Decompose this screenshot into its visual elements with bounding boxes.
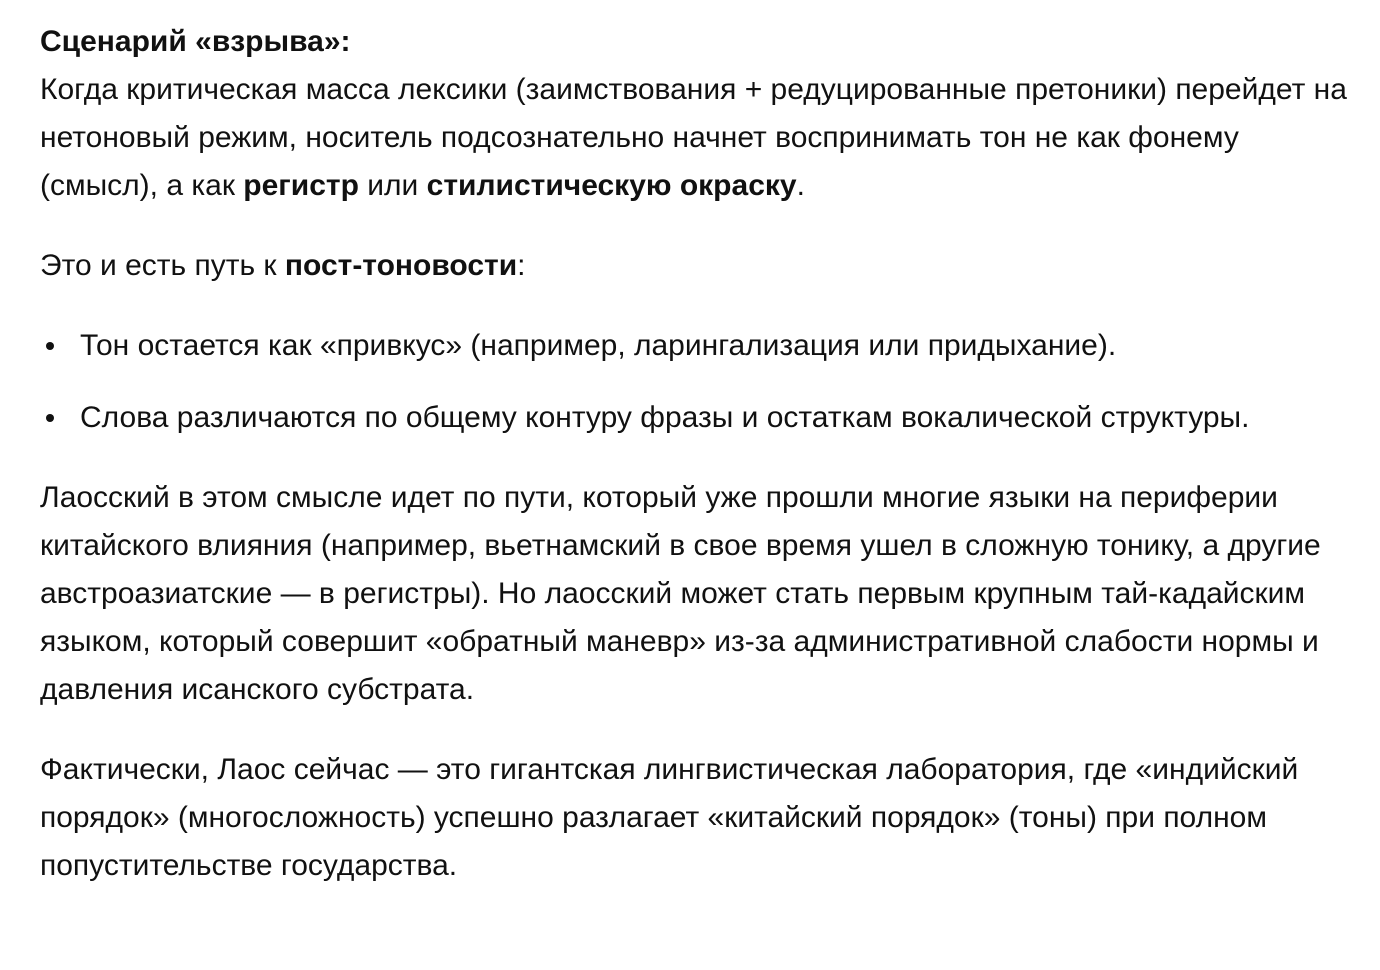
scenario-text-3: .: [796, 169, 805, 202]
list-item-text: Слова различаются по общему контуру фразы и остаткам вокалической структуры.: [80, 401, 1250, 434]
scenario-bold-stylistic: стилистическую окраску: [426, 169, 797, 202]
scenario-text-2: или: [358, 169, 427, 202]
post-tonal-bold: пост-тоновости: [284, 249, 518, 282]
conclusion-paragraph: Фактически, Лаос сейчас — это гигантская лингвистическая лаборатория, где «индийский порядок» (многосложность) успешно разлагает «китайский порядок» (тоны) при полном попустительстве государства.: [40, 753, 1299, 882]
scenario-paragraph: [40, 66, 1350, 210]
bullet-list: [40, 322, 1350, 442]
post-tonal-text-2: :: [517, 249, 526, 282]
scenario-bold-register: регистр: [243, 169, 359, 202]
post-tonal-paragraph: [40, 242, 1350, 290]
list-item-text: Тон остается как «привкус» (например, ларингализация или придыхание).: [80, 329, 1117, 362]
list-item: [40, 322, 1350, 370]
list-item: [40, 394, 1350, 442]
bullet-dot-icon: [46, 414, 54, 422]
lao-paragraph: Лаосский в этом смысле идет по пути, который уже прошли многие языки на периферии китайского влияния (например, вьетнамский в свое время ушел в сложную тонику, а другие австроазиатские — в регистры). Но лаосский может стать первым крупным тай-кадайским языком, который совершит «обратный маневр» из-за административной слабости нормы и давления исанского субстрата.: [40, 481, 1321, 706]
scenario-heading: Сценарий «взрыва»:: [40, 25, 351, 58]
document-body: [40, 18, 1350, 890]
post-tonal-text-1: Это и есть путь к: [40, 249, 285, 282]
scenario-text-1: Когда критическая масса лексики (заимствования + редуцированные претоники) перейдет на нетоновый режим, носитель подсознательно начнет воспринимать тон не как фонему (смысл), а как: [40, 73, 1347, 202]
bullet-dot-icon: [46, 342, 54, 350]
